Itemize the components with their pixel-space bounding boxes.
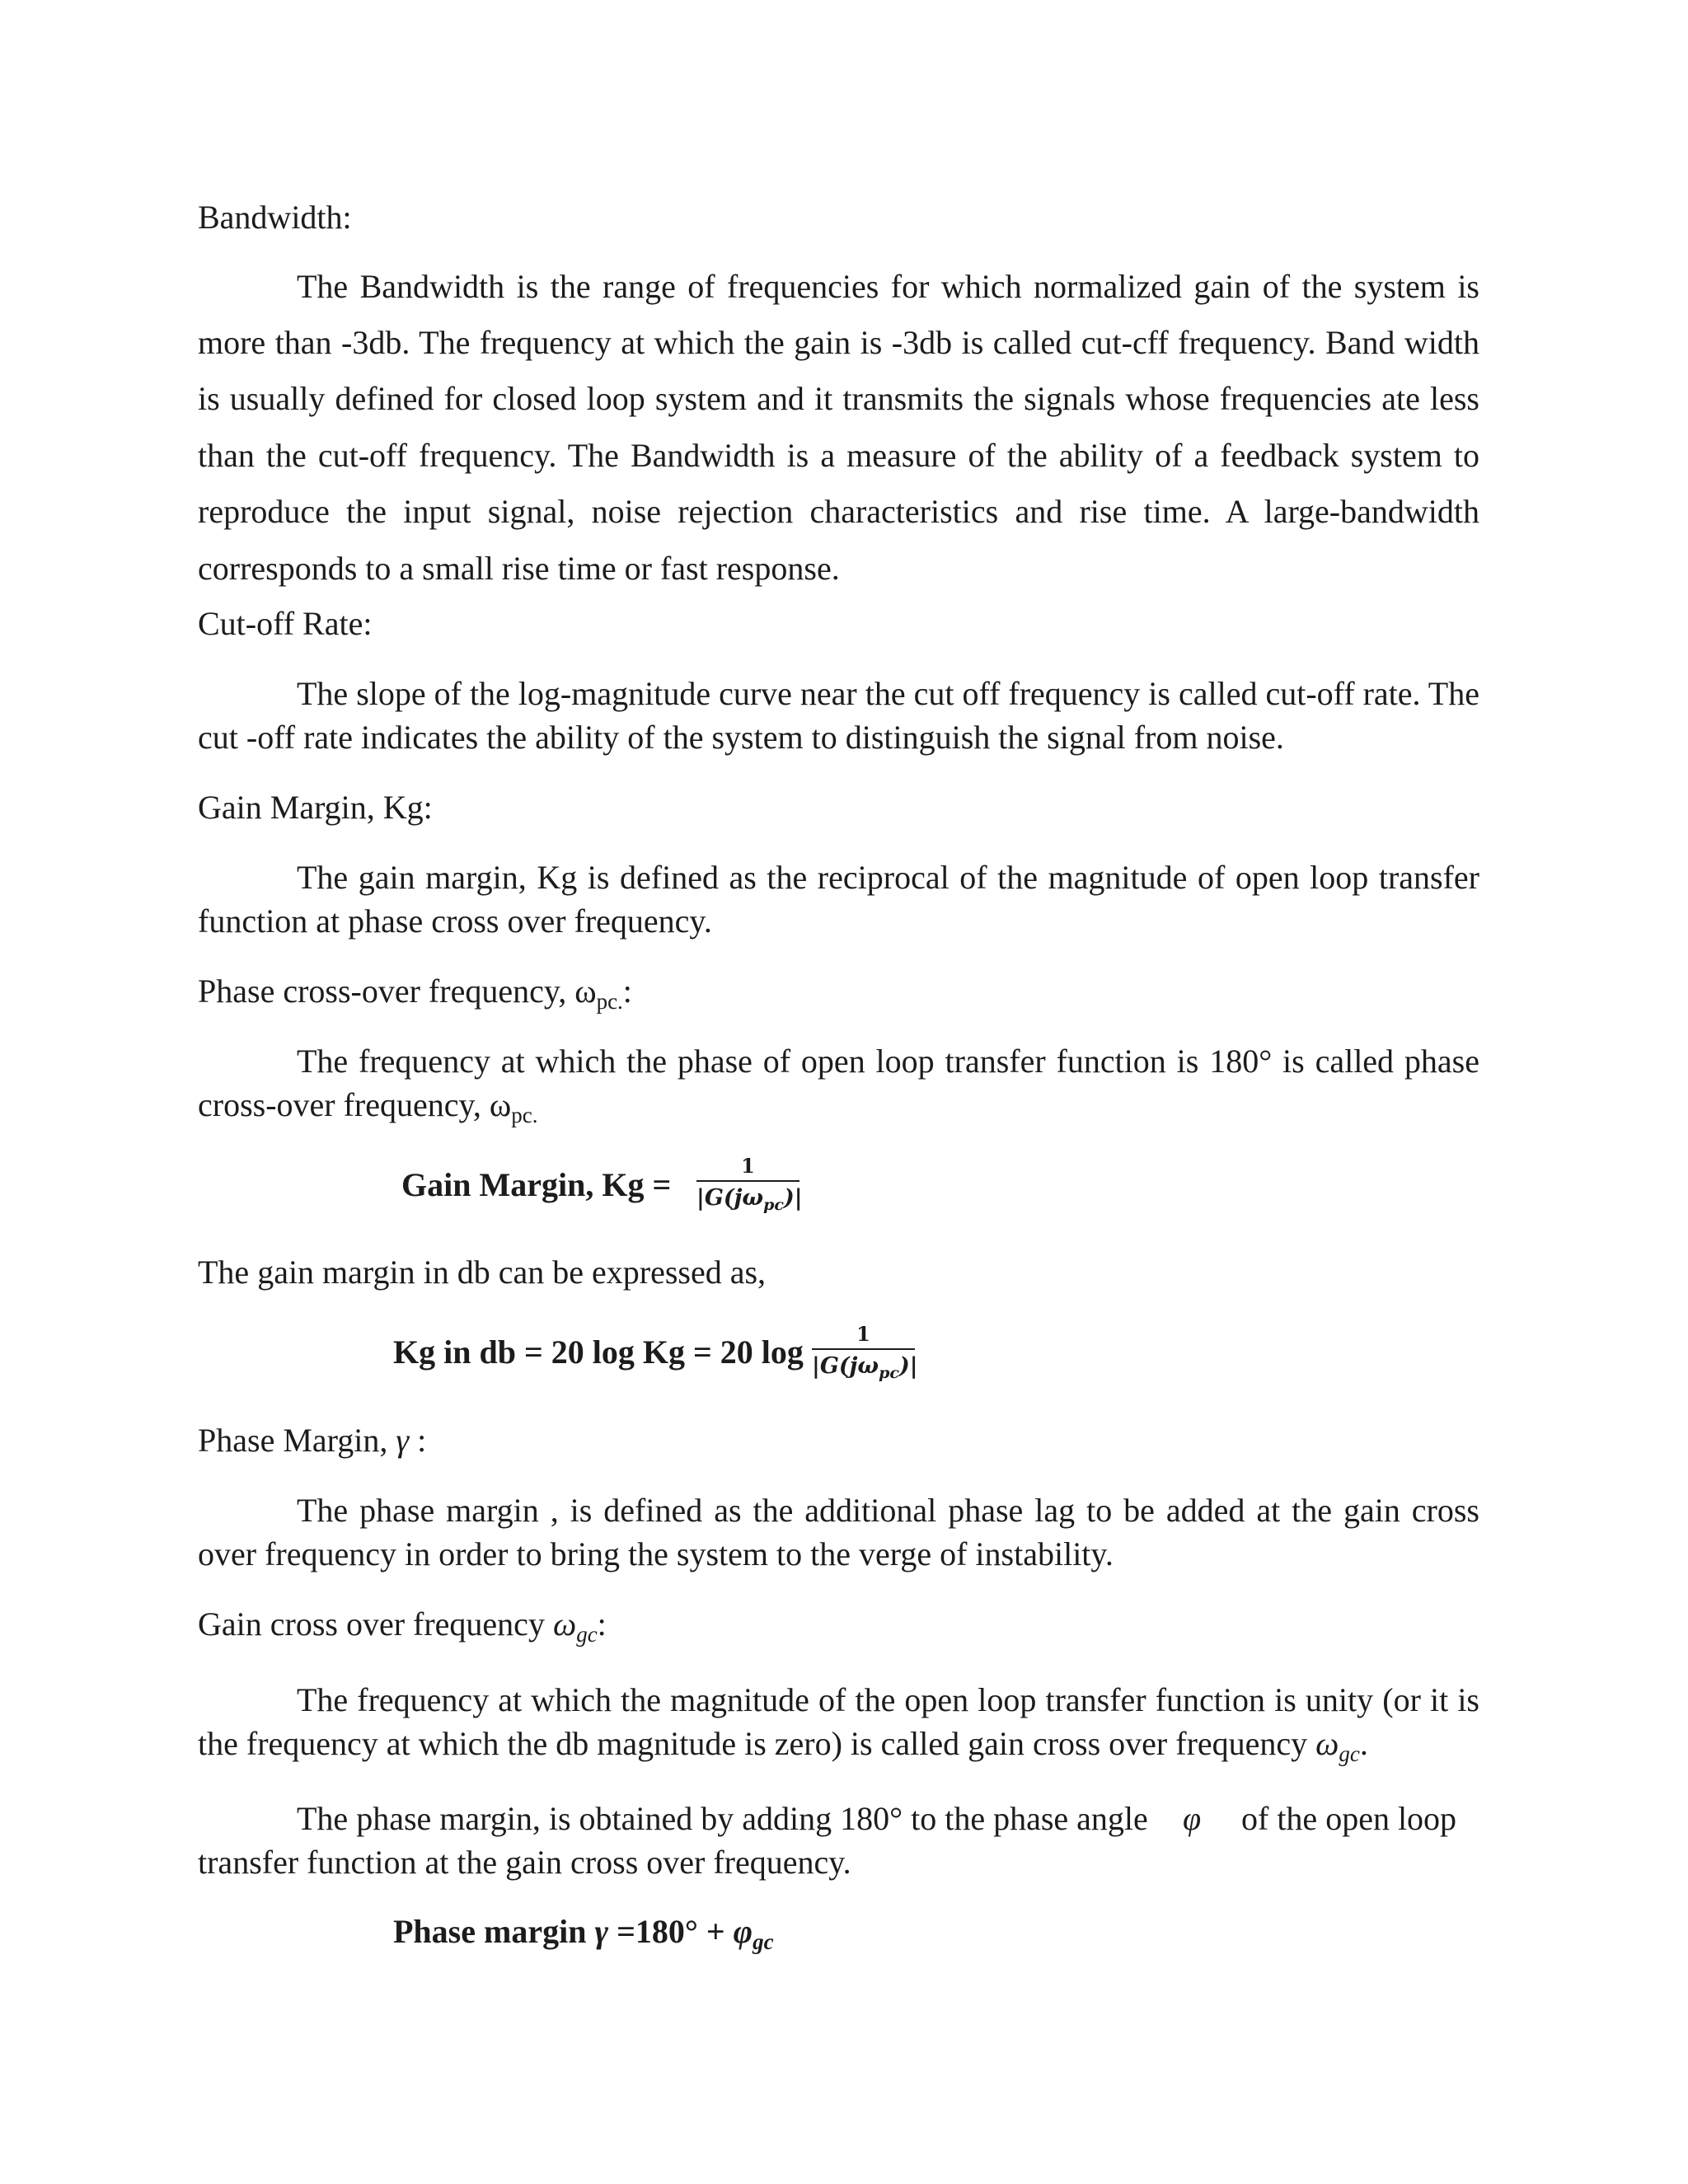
db-intro: The gain margin in db can be expressed as,: [198, 1254, 767, 1291]
phase-margin-calc-line-1b: of the open loop: [1241, 1800, 1457, 1837]
gain-crossover-line-1: The frequency at which the magnitude of the open loop transfer function is unity (or it is: [297, 1681, 1479, 1718]
gain-margin-heading: Gain Margin, Kg:: [198, 789, 433, 826]
fraction-numerator: 1: [856, 1322, 870, 1346]
phase-crossover-line-1: The frequency at which the phase of open loop transfer function is 180° is called phase: [297, 1043, 1479, 1080]
gain-margin-equation-lhs: Gain Margin, Kg =: [401, 1166, 672, 1203]
cutoff-heading: Cut-off Rate:: [198, 605, 373, 642]
bandwidth-line-2: more than -3db. The frequency at which the gain is -3db is called cut-cff frequency. Band width: [198, 324, 1479, 361]
fraction-bar: [812, 1348, 915, 1350]
gain-margin-fraction: [696, 1154, 803, 1218]
fraction-denominator: $|G(j\omega_{pc})|$: [696, 1185, 803, 1214]
phase-margin-line-1: The phase margin , is defined as the additional phase lag to be added at the gain cross: [297, 1492, 1479, 1529]
fraction-numerator: 1: [741, 1154, 755, 1178]
fraction-bar: [696, 1180, 799, 1182]
phase-margin-heading: Phase Margin, γ :: [198, 1422, 427, 1459]
bandwidth-line-3: is usually defined for closed loop system and it transmits the signals whose frequencies ate less: [198, 380, 1479, 417]
phase-crossover-line-2: cross-over frequency, $\omega_{pc.}$: [198, 1086, 538, 1127]
cutoff-line-1: The slope of the log-magnitude curve near the cut off frequency is called cut-off rate. The: [297, 675, 1479, 712]
fraction-denominator: $|G(j\omega_{pc})|$: [812, 1353, 918, 1382]
phi-symbol: φ: [1183, 1800, 1202, 1837]
gain-margin-line-1: The gain margin, Kg is defined as the reciprocal of the magnitude of open loop transfer: [297, 859, 1479, 896]
gain-crossover-line-2: the frequency at which the db magnitude is zero) is called gain cross over frequency $\omega_{gc}$.: [198, 1725, 1368, 1766]
bandwidth-line-6: corresponds to a small rise time or fast response.: [198, 550, 840, 587]
bandwidth-line-4: than the cut-off frequency. The Bandwidth is a measure of the ability of a feedback system to: [198, 437, 1479, 474]
phase-margin-calc-line-2: transfer function at the gain cross over frequency.: [198, 1844, 851, 1881]
phase-margin-line-2: over frequency in order to bring the system to the verge of instability.: [198, 1535, 1114, 1572]
bandwidth-heading: Bandwidth:: [198, 199, 352, 236]
gain-margin-line-2: function at phase cross over frequency.: [198, 902, 712, 940]
phase-margin-calc-line-1a: The phase margin, is obtained by adding 180° to the phase angle: [297, 1800, 1148, 1837]
gain-margin-db-fraction: [812, 1322, 918, 1386]
cutoff-line-2: cut -off rate indicates the ability of the system to distinguish the signal from noise.: [198, 719, 1284, 756]
bandwidth-line-5: reproduce the input signal, noise rejection characteristics and rise time. A large-bandwidth: [198, 493, 1479, 530]
gain-margin-db-equation-lhs: Kg in db = 20 log Kg = 20 log: [393, 1333, 804, 1371]
gain-crossover-heading: Gain cross over frequency $\omega_{gc}$:: [198, 1605, 607, 1647]
bandwidth-line-1: The Bandwidth is the range of frequencies for which normalized gain of the system is: [297, 268, 1479, 305]
phase-margin-equation: Phase margin $\gamma =180^\circ + \varphi_{gc}$: [393, 1913, 774, 1954]
phase-crossover-heading: Phase cross-over frequency, $\omega_{pc.}$:: [198, 972, 632, 1014]
